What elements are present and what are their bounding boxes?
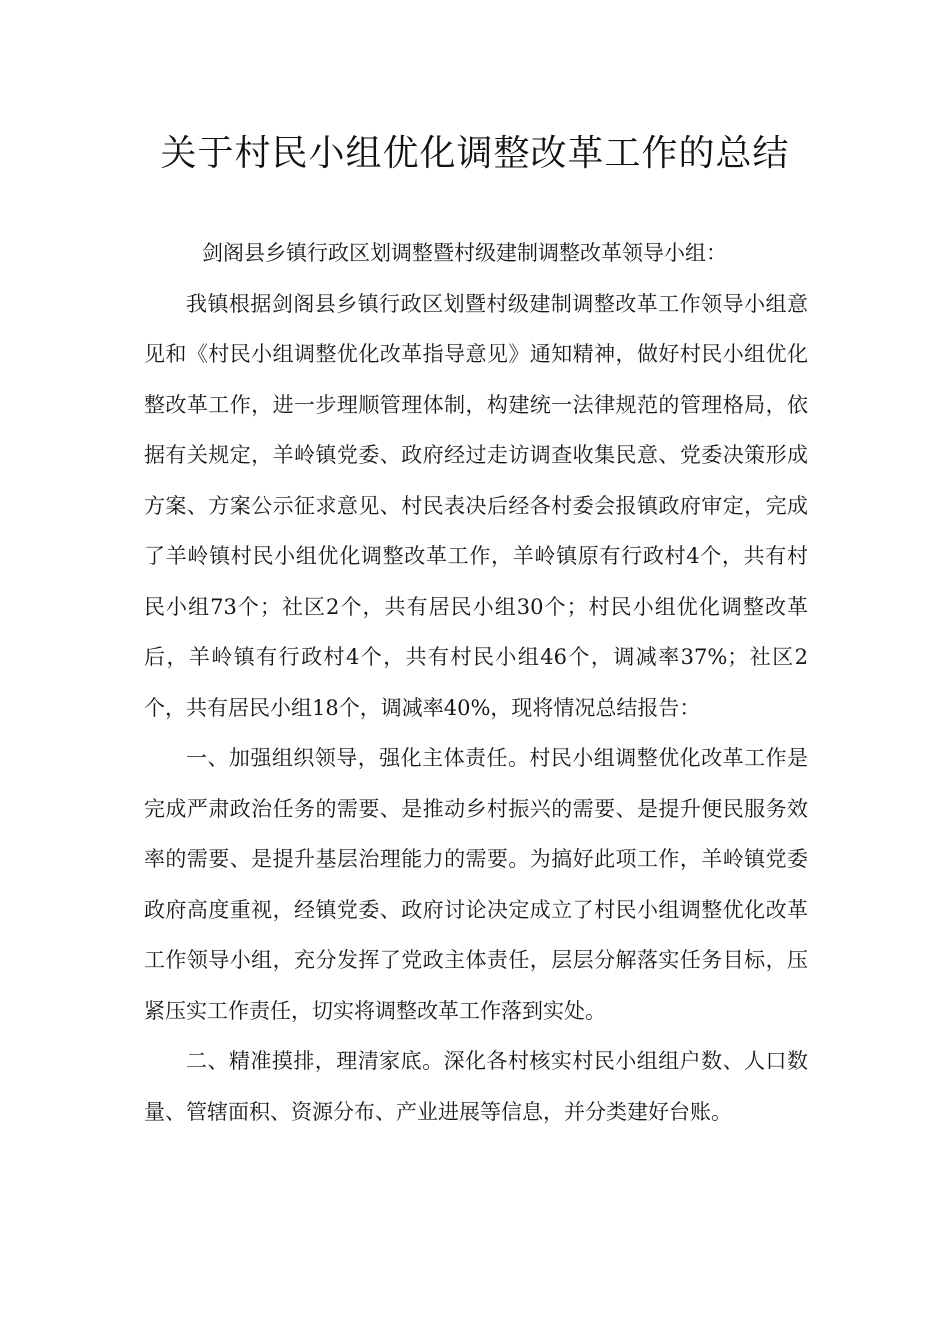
document-title: 关于村民小组优化调整改革工作的总结 [160,133,790,174]
paragraph-section-2: 二、精准摸排，理清家底。深化各村核实村民小组组户数、人口数量、管辖面积、资源分布、产业进展等信息，并分类建好台账。 [144,1049,808,1124]
paragraph-section-1: 一、加强组织领导，强化主体责任。村民小组调整优化改革工作是完成严肃政治任务的需要、是推动乡村振兴的需要、是提升便民服务效率的需要、是提升基层治理能力的需要。为搞好此项工作，羊岭镇党委政府高度重视，经镇党委、政府讨论决定成立了村民小组调整优化改革工作领导小组，充分发挥了党政主体责任，层层分解落实任务目标，压紧压实工作责任，切实将调整改革工作落到实处。 [144,746,808,1023]
document-body [144,228,808,1137]
salutation: 剑阁县乡镇行政区划调整暨村级建制调整改革领导小组： [202,241,727,265]
paragraph-intro: 我镇根据剑阁县乡镇行政区划暨村级建制调整改革工作领导小组意见和《村民小组调整优化改革指导意见》通知精神，做好村民小组优化整改革工作，进一步理顺管理体制，构建统一法律规范的管理格局，依据有关规定，羊岭镇党委、政府经过走访调查收集民意、党委决策形成方案、方案公示征求意见、村民表决后经各村委会报镇政府审定，完成了羊岭镇村民小组优化调整改革工作，羊岭镇原有行政村4个，共有村民小组73个；社区2个，共有居民小组30个；村民小组优化调整改革后，羊岭镇有行政村4个，共有村民小组46个，调减率37%；社区2个，共有居民小组18个，调减率40%，现将情况总结报告： [144,291,808,720]
